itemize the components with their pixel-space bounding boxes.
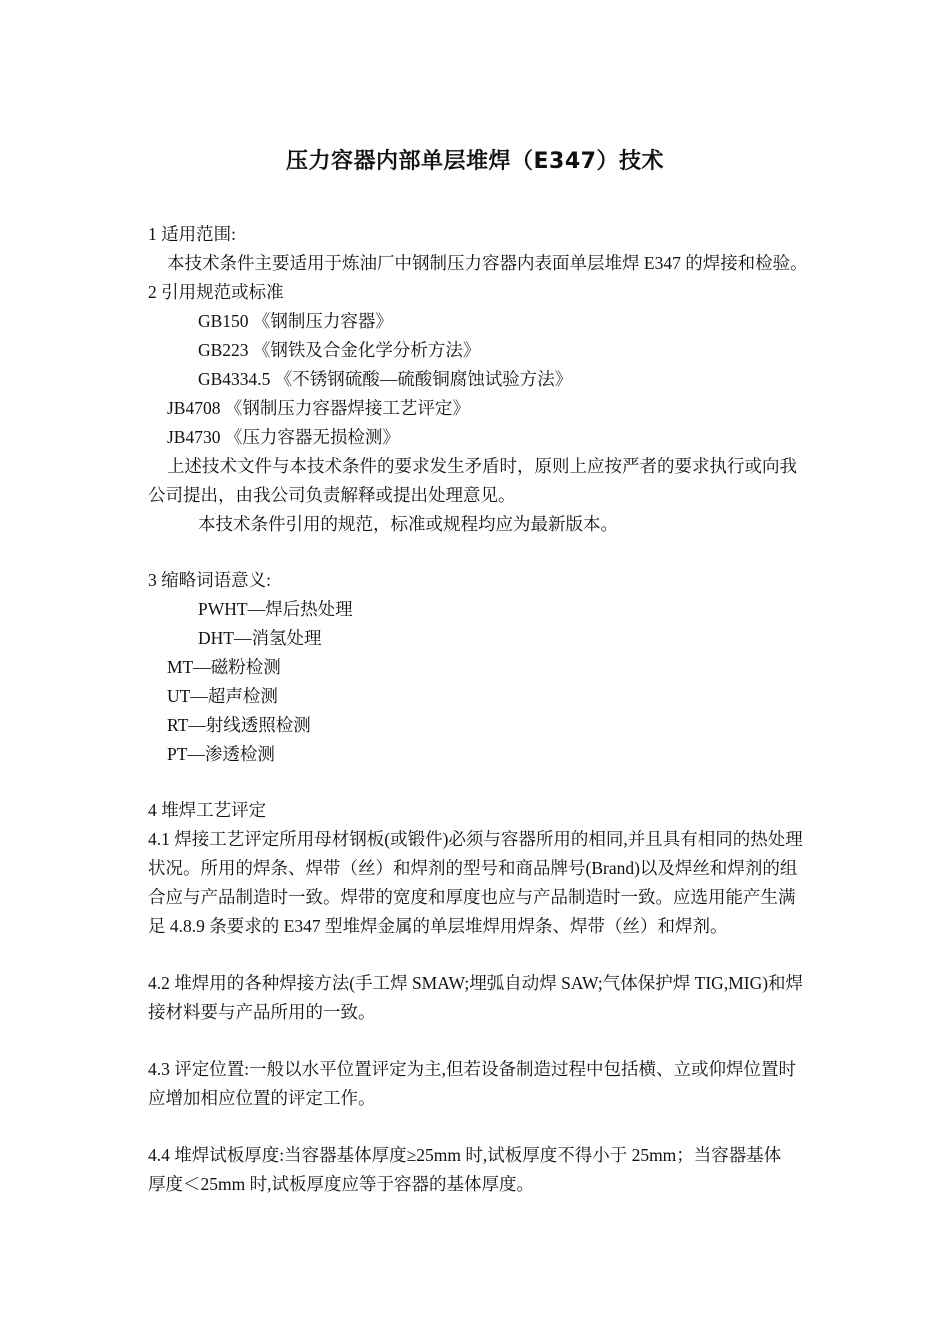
clause-4-4-line-2: 厚度＜25mm 时,试板厚度应等于容器的基体厚度。 (148, 1174, 534, 1194)
section-2-paragraph-1-line-2: 公司提出，由我公司负责解释或提出处理意见。 (148, 485, 516, 505)
section-3-heading: 3 缩略词语意义: (148, 570, 271, 590)
term-mt: MT—磁粉检测 (167, 657, 281, 677)
section-4-heading: 4 堆焊工艺评定 (148, 800, 267, 820)
reference-gb150: GB150 《钢制压力容器》 (198, 311, 393, 331)
term-pt: PT—渗透检测 (167, 744, 275, 764)
clause-4-4-line-1: 4.4 堆焊试板厚度:当容器基体厚度≥25mm 时,试板厚度不得小于 25mm；当容器基体 (148, 1145, 782, 1165)
section-1-heading: 1 适用范围: (148, 224, 236, 244)
reference-gb4334: GB4334.5 《不锈钢硫酸—硫酸铜腐蚀试验方法》 (198, 369, 573, 389)
reference-gb223: GB223 《钢铁及合金化学分析方法》 (198, 340, 481, 360)
reference-jb4730: JB4730 《压力容器无损检测》 (167, 427, 400, 447)
clause-4-1-line-4: 足 4.8.9 条要求的 E347 型堆焊金属的单层堆焊用焊条、焊带（丝）和焊剂。 (148, 916, 728, 936)
clause-4-3-line-2: 应增加相应位置的评定工作。 (148, 1088, 376, 1108)
clause-4-1-line-3: 合应与产品制造时一致。焊带的宽度和厚度也应与产品制造时一致。应选用能产生满 (148, 887, 796, 907)
term-dht: DHT—消氢处理 (198, 628, 322, 648)
clause-4-2-line-1: 4.2 堆焊用的各种焊接方法(手工焊 SMAW;埋弧自动焊 SAW;气体保护焊 TIG,MIG)和焊 (148, 973, 804, 993)
clause-4-3-line-1: 4.3 评定位置:一般以水平位置评定为主,但若设备制造过程中包括横、立或仰焊位置时 (148, 1059, 796, 1079)
section-2-paragraph-2: 本技术条件引用的规范，标准或规程均应为最新版本。 (198, 514, 618, 534)
term-ut: UT—超声检测 (167, 686, 278, 706)
document-title: 压力容器内部单层堆焊（E347）技术 (286, 149, 664, 174)
clause-4-2-line-2: 接材料要与产品所用的一致。 (148, 1002, 376, 1022)
section-2-paragraph-1-line-1: 上述技术文件与本技术条件的要求发生矛盾时，原则上应按严者的要求执行或向我 (167, 456, 797, 476)
section-2-heading: 2 引用规范或标准 (148, 282, 284, 302)
clause-4-1-line-1: 4.1 焊接工艺评定所用母材钢板(或锻件)必须与容器所用的相同,并且具有相同的热处理 (148, 829, 803, 849)
clause-4-1-line-2: 状况。所用的焊条、焊带（丝）和焊剂的型号和商品牌号(Brand)以及焊丝和焊剂的组 (148, 858, 798, 878)
reference-jb4708: JB4708 《钢制压力容器焊接工艺评定》 (167, 398, 470, 418)
term-rt: RT—射线透照检测 (167, 715, 311, 735)
section-1-text: 本技术条件主要适用于炼油厂中钢制压力容器内表面单层堆焊 E347 的焊接和检验。 (167, 253, 808, 273)
term-pwht: PWHT—焊后热处理 (198, 599, 353, 619)
